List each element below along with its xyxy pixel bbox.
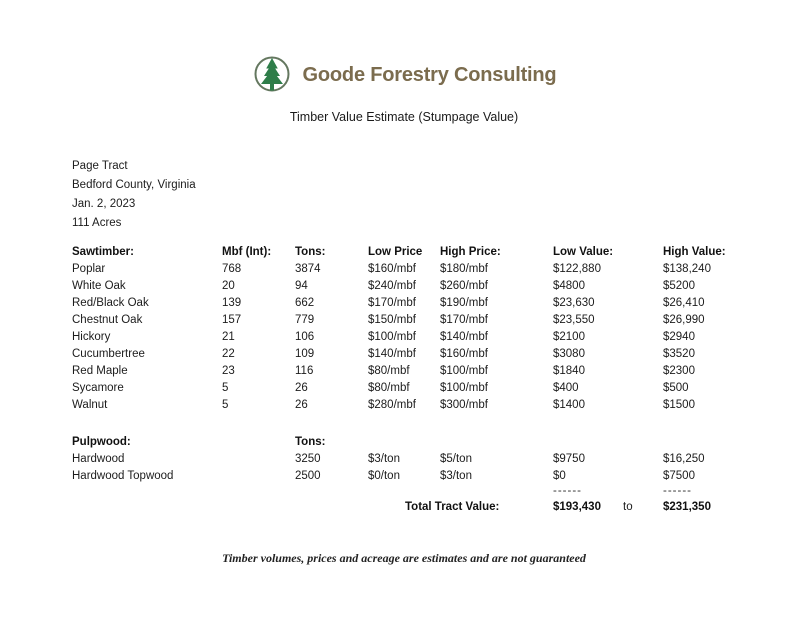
mbf-cell: 139 bbox=[222, 296, 242, 309]
low-price-cell: $3/ton bbox=[368, 452, 400, 465]
total-label: Total Tract Value: bbox=[405, 501, 500, 513]
mbf-cell: 157 bbox=[222, 313, 242, 326]
tract-location: Bedford County, Virginia bbox=[72, 179, 196, 191]
tract-name: Page Tract bbox=[72, 160, 128, 172]
mbf-cell: 22 bbox=[222, 347, 235, 360]
mbf-cell: 21 bbox=[222, 330, 235, 343]
company-name: Goode Forestry Consulting bbox=[302, 63, 557, 86]
tons-cell: 94 bbox=[295, 279, 308, 292]
low-price-cell: $150/mbf bbox=[368, 313, 416, 326]
table-row bbox=[72, 450, 736, 467]
table-row bbox=[72, 379, 736, 396]
tract-acreage: 111 Acres bbox=[72, 217, 122, 229]
brand-header bbox=[0, 0, 808, 95]
disclaimer-text: Timber volumes, prices and acreage are estimates and are not guaranteed bbox=[222, 551, 586, 565]
pulpwood-tons-header: Tons: bbox=[295, 435, 326, 448]
low-price-cell: $140/mbf bbox=[368, 347, 416, 360]
mbf-cell: 20 bbox=[222, 279, 235, 292]
species-cell: Hickory bbox=[72, 330, 111, 343]
species-cell: Poplar bbox=[72, 262, 106, 275]
low-value-cell: $1400 bbox=[553, 398, 585, 411]
tons-cell: 2500 bbox=[295, 469, 321, 482]
tons-cell: 3874 bbox=[295, 262, 321, 275]
table-row bbox=[72, 345, 736, 362]
species-cell: Hardwood Topwood bbox=[72, 469, 174, 482]
separator-row bbox=[72, 484, 736, 498]
high-value-cell: $1500 bbox=[663, 398, 695, 411]
low-price-cell: $280/mbf bbox=[368, 398, 416, 411]
estimate-date: Jan. 2, 2023 bbox=[72, 198, 136, 210]
pulpwood-header-row bbox=[72, 433, 736, 450]
total-joiner: to bbox=[623, 501, 633, 513]
high-price-cell: $260/mbf bbox=[440, 279, 488, 292]
table-row bbox=[72, 362, 736, 379]
low-price-header: Low Price bbox=[368, 245, 423, 258]
low-value-cell: $23,630 bbox=[553, 296, 595, 309]
table-row bbox=[72, 396, 736, 413]
low-price-cell: $240/mbf bbox=[368, 279, 416, 292]
high-price-cell: $100/mbf bbox=[440, 381, 488, 394]
low-price-cell: $0/ton bbox=[368, 469, 400, 482]
high-value-separator: ------ bbox=[663, 485, 692, 497]
high-value-header: High Value: bbox=[663, 245, 726, 258]
high-value-cell: $2940 bbox=[663, 330, 695, 343]
tons-header: Tons: bbox=[295, 245, 326, 258]
low-price-cell: $170/mbf bbox=[368, 296, 416, 309]
document-title: Timber Value Estimate (Stumpage Value) bbox=[289, 110, 519, 124]
high-price-cell: $3/ton bbox=[440, 469, 472, 482]
species-cell: Chestnut Oak bbox=[72, 313, 143, 326]
sawtimber-header-row bbox=[72, 243, 736, 260]
high-price-cell: $140/mbf bbox=[440, 330, 488, 343]
low-value-cell: $0 bbox=[553, 469, 566, 482]
high-value-cell: $138,240 bbox=[663, 262, 711, 275]
tons-cell: 26 bbox=[295, 381, 308, 394]
species-cell: White Oak bbox=[72, 279, 126, 292]
high-value-cell: $5200 bbox=[663, 279, 695, 292]
high-value-cell: $26,990 bbox=[663, 313, 705, 326]
table-row bbox=[72, 311, 736, 328]
high-value-cell: $26,410 bbox=[663, 296, 705, 309]
species-cell: Sycamore bbox=[72, 381, 124, 394]
low-value-cell: $400 bbox=[553, 381, 579, 394]
low-value-header: Low Value: bbox=[553, 245, 614, 258]
high-price-cell: $180/mbf bbox=[440, 262, 488, 275]
low-value-cell: $9750 bbox=[553, 452, 585, 465]
high-price-cell: $190/mbf bbox=[440, 296, 488, 309]
species-cell: Red Maple bbox=[72, 364, 128, 377]
low-price-cell: $80/mbf bbox=[368, 381, 410, 394]
tons-cell: 662 bbox=[295, 296, 315, 309]
tons-cell: 109 bbox=[295, 347, 315, 360]
pine-tree-icon bbox=[252, 55, 292, 95]
low-value-cell: $23,550 bbox=[553, 313, 595, 326]
pulpwood-header: Pulpwood: bbox=[72, 435, 131, 448]
table-row bbox=[72, 328, 736, 345]
high-price-cell: $160/mbf bbox=[440, 347, 488, 360]
high-price-cell: $100/mbf bbox=[440, 364, 488, 377]
pulpwood-rows bbox=[72, 450, 736, 484]
species-header: Sawtimber: bbox=[72, 245, 134, 258]
species-cell: Walnut bbox=[72, 398, 108, 411]
tract-info bbox=[72, 157, 808, 233]
total-low-value: $193,430 bbox=[553, 501, 601, 513]
mbf-cell: 5 bbox=[222, 398, 229, 411]
low-value-cell: $1840 bbox=[553, 364, 585, 377]
mbf-cell: 23 bbox=[222, 364, 235, 377]
species-cell: Red/Black Oak bbox=[72, 296, 149, 309]
table-row bbox=[72, 467, 736, 484]
tons-cell: 26 bbox=[295, 398, 308, 411]
mbf-cell: 5 bbox=[222, 381, 229, 394]
high-value-cell: $16,250 bbox=[663, 452, 705, 465]
total-high-value: $231,350 bbox=[663, 501, 711, 513]
species-cell: Hardwood bbox=[72, 452, 125, 465]
value-table bbox=[72, 243, 736, 518]
high-value-cell: $2300 bbox=[663, 364, 695, 377]
mbf-header: Mbf (Int): bbox=[222, 245, 272, 258]
low-value-cell: $3080 bbox=[553, 347, 585, 360]
low-value-cell: $4800 bbox=[553, 279, 585, 292]
tons-cell: 3250 bbox=[295, 452, 321, 465]
high-price-header: High Price: bbox=[440, 245, 501, 258]
total-row bbox=[72, 501, 736, 518]
species-cell: Cucumbertree bbox=[72, 347, 145, 360]
high-price-cell: $170/mbf bbox=[440, 313, 488, 326]
high-price-cell: $5/ton bbox=[440, 452, 472, 465]
mbf-cell: 768 bbox=[222, 262, 242, 275]
high-price-cell: $300/mbf bbox=[440, 398, 488, 411]
high-value-cell: $7500 bbox=[663, 469, 695, 482]
low-value-separator: ------ bbox=[553, 485, 582, 497]
high-value-cell: $3520 bbox=[663, 347, 695, 360]
tons-cell: 779 bbox=[295, 313, 315, 326]
low-price-cell: $100/mbf bbox=[368, 330, 416, 343]
low-price-cell: $80/mbf bbox=[368, 364, 410, 377]
table-row bbox=[72, 294, 736, 311]
low-price-cell: $160/mbf bbox=[368, 262, 416, 275]
table-row bbox=[72, 277, 736, 294]
sawtimber-rows bbox=[72, 260, 736, 413]
low-value-cell: $2100 bbox=[553, 330, 585, 343]
high-value-cell: $500 bbox=[663, 381, 689, 394]
tons-cell: 116 bbox=[295, 364, 314, 377]
table-row bbox=[72, 260, 736, 277]
low-value-cell: $122,880 bbox=[553, 262, 601, 275]
tons-cell: 106 bbox=[295, 330, 315, 343]
